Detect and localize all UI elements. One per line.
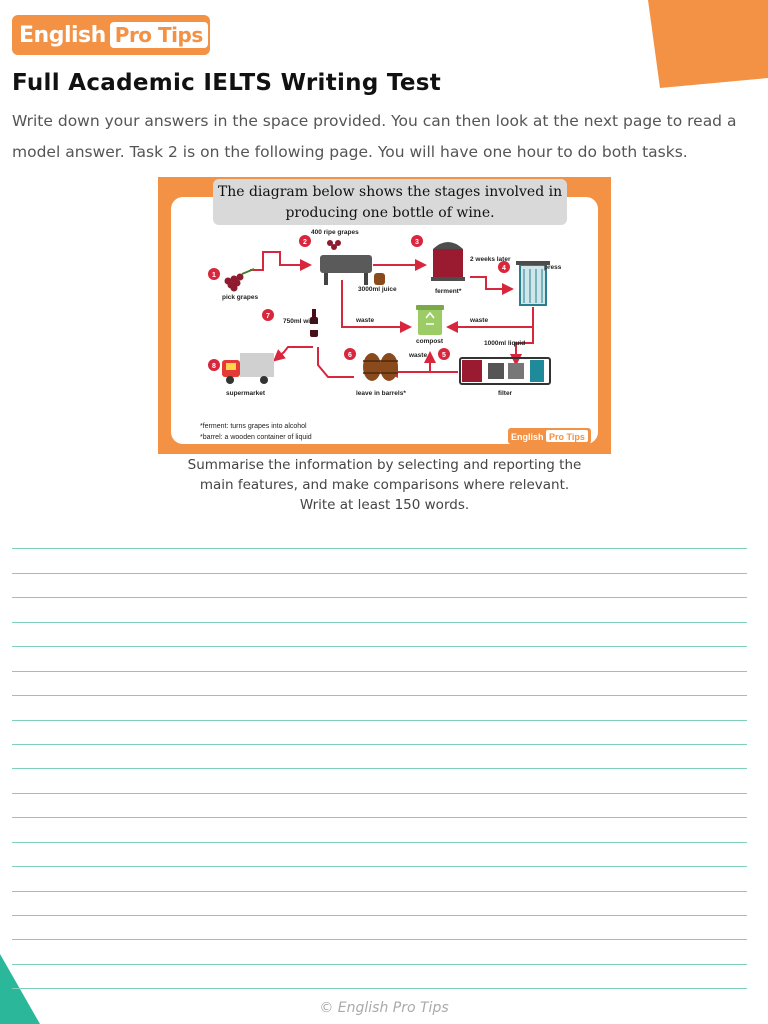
note-ferment: *ferment: turns grapes into alcohol xyxy=(200,423,307,430)
step-5-marker xyxy=(438,348,450,360)
label-waste-left: waste xyxy=(356,317,375,324)
step-6-marker xyxy=(344,348,356,360)
answer-line[interactable] xyxy=(12,721,747,745)
step-1-marker xyxy=(208,268,220,280)
page-title: Full Academic IELTS Writing Test xyxy=(12,70,442,96)
label-compost: compost xyxy=(416,338,444,345)
instruction-line-1: Summarise the information by selecting and reporting the xyxy=(187,457,582,473)
label-waste-right: waste xyxy=(470,317,489,324)
note-barrel: *barrel: a wooden container of liquid xyxy=(200,434,312,441)
answer-area[interactable] xyxy=(12,525,747,989)
corner-decoration xyxy=(648,0,768,95)
diagram-title: The diagram below shows the stages involved in producing one bottle of wine. xyxy=(213,179,567,225)
step-2-number: 2 xyxy=(303,239,307,246)
footer-copyright: © English Pro Tips xyxy=(319,1000,449,1016)
step-4-number: 4 xyxy=(502,265,506,272)
answer-line[interactable] xyxy=(12,525,747,549)
badge-text-pro-tips: Pro Tips xyxy=(549,432,585,442)
diagram-badge xyxy=(508,428,591,444)
answer-line[interactable] xyxy=(12,574,747,598)
answer-line[interactable] xyxy=(12,843,747,867)
instruction-line-3: Write at least 150 words. xyxy=(299,497,470,513)
answer-line[interactable] xyxy=(12,892,747,916)
label-waste-filter: waste xyxy=(409,352,428,359)
step-1-number: 1 xyxy=(212,272,216,279)
step-3-marker xyxy=(411,235,423,247)
logo-text-english: English xyxy=(19,22,106,48)
logo-text-pro-tips: Pro Tips xyxy=(110,22,208,48)
answer-line[interactable] xyxy=(12,745,747,769)
label-ferment: ferment* xyxy=(435,288,462,295)
label-barrels: leave in barrels* xyxy=(356,390,406,397)
answer-line[interactable] xyxy=(12,769,747,793)
answer-line[interactable] xyxy=(12,696,747,720)
answer-line[interactable] xyxy=(12,794,747,818)
answer-line[interactable] xyxy=(12,818,747,842)
answer-line[interactable] xyxy=(12,867,747,891)
filter-machine-illustration xyxy=(460,358,550,384)
step-8-marker xyxy=(208,359,220,371)
label-wine: 750ml wine xyxy=(283,318,318,325)
step-7-marker xyxy=(262,309,274,321)
answer-line[interactable] xyxy=(12,598,747,622)
step-8-number: 8 xyxy=(212,363,216,370)
step-2-marker xyxy=(299,235,311,247)
step-3-number: 3 xyxy=(415,239,419,246)
label-two-weeks: 2 weeks later xyxy=(470,256,511,263)
step-7-number: 7 xyxy=(266,313,270,320)
fermentation-tank-illustration xyxy=(431,242,465,281)
delivery-truck-illustration xyxy=(222,353,274,384)
step-5-number: 5 xyxy=(442,352,446,359)
label-juice: 3000ml juice xyxy=(358,286,397,293)
badge-text-english: English xyxy=(511,432,544,442)
task-instructions xyxy=(158,455,611,515)
label-liquid: 1000ml liquid xyxy=(484,340,526,347)
grapes-illustration xyxy=(225,269,255,292)
crusher-machine-illustration xyxy=(320,240,385,285)
answer-line[interactable] xyxy=(12,940,747,964)
answer-line[interactable] xyxy=(12,647,747,671)
answer-line[interactable] xyxy=(12,965,747,989)
answer-line[interactable] xyxy=(12,672,747,696)
answer-line[interactable] xyxy=(12,623,747,647)
brand-logo xyxy=(12,15,210,55)
instruction-line-2: main features, and make comparisons where relevant. xyxy=(199,477,570,493)
label-press: press xyxy=(544,264,562,271)
step-6-number: 6 xyxy=(348,352,352,359)
label-supermarket: supermarket xyxy=(226,390,266,397)
instructions-paragraph: Write down your answers in the space provided. You can then look at the next page to read a model answer. Task 2 is on the following page. You will have one hour to do both tasks. xyxy=(12,112,737,161)
label-filter: filter xyxy=(498,390,513,397)
label-pick-grapes: pick grapes xyxy=(222,294,259,301)
label-ripe-grapes: 400 ripe grapes xyxy=(311,229,359,236)
answer-line[interactable] xyxy=(12,916,747,940)
answer-line[interactable] xyxy=(12,549,747,573)
compost-bin-illustration xyxy=(416,305,444,335)
barrels-illustration xyxy=(363,353,398,381)
